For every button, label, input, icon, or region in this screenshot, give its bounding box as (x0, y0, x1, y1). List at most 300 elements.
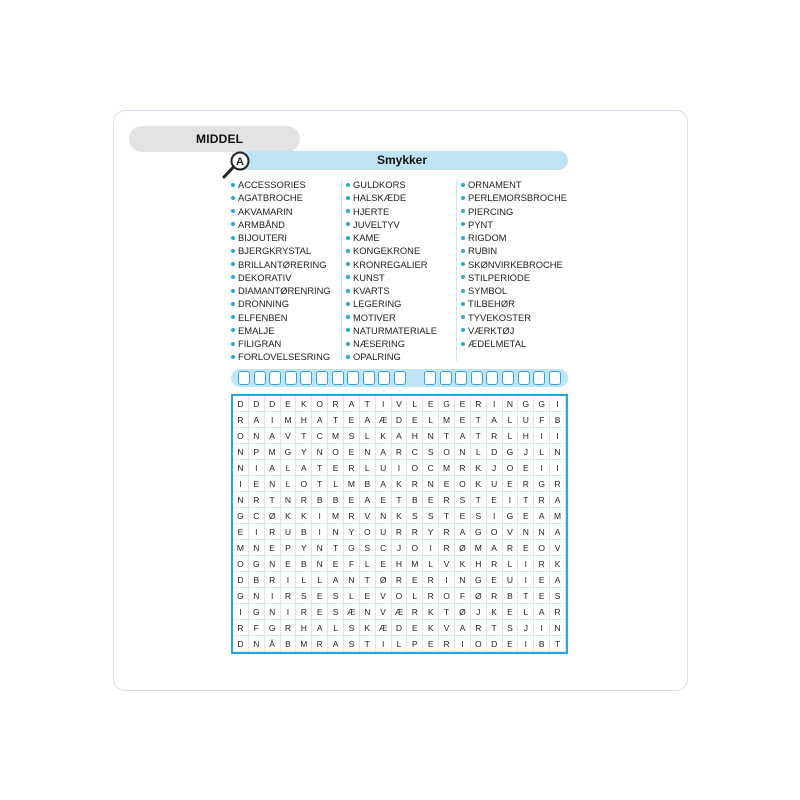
grid-cell[interactable]: N (281, 492, 297, 508)
grid-cell[interactable]: L (471, 444, 487, 460)
grid-cell[interactable]: I (249, 460, 265, 476)
grid-cell[interactable]: O (487, 524, 503, 540)
grid-cell[interactable]: A (312, 620, 328, 636)
answer-letter-box[interactable] (455, 371, 467, 385)
answer-letter-box[interactable] (254, 371, 266, 385)
grid-cell[interactable]: E (407, 412, 423, 428)
grid-cell[interactable]: P (407, 636, 423, 652)
grid-cell[interactable]: I (265, 412, 281, 428)
grid-cell[interactable]: R (328, 396, 344, 412)
grid-cell[interactable]: A (296, 460, 312, 476)
grid-cell[interactable]: H (471, 556, 487, 572)
grid-cell[interactable]: P (249, 444, 265, 460)
grid-cell[interactable]: I (534, 460, 550, 476)
grid-cell[interactable]: R (455, 460, 471, 476)
grid-cell[interactable]: T (518, 588, 534, 604)
grid-cell[interactable]: K (487, 604, 503, 620)
grid-cell[interactable]: Ø (455, 540, 471, 556)
grid-cell[interactable]: L (423, 556, 439, 572)
grid-cell[interactable]: E (376, 492, 392, 508)
grid-cell[interactable]: G (265, 620, 281, 636)
grid-cell[interactable]: E (518, 460, 534, 476)
grid-cell[interactable]: K (360, 620, 376, 636)
grid-cell[interactable]: Ø (455, 604, 471, 620)
grid-cell[interactable]: D (487, 636, 503, 652)
grid-cell[interactable]: S (423, 508, 439, 524)
answer-letter-box[interactable] (363, 371, 375, 385)
grid-cell[interactable]: E (360, 588, 376, 604)
grid-cell[interactable]: C (407, 444, 423, 460)
grid-cell[interactable]: L (360, 460, 376, 476)
grid-cell[interactable]: L (518, 604, 534, 620)
grid-cell[interactable]: E (439, 476, 455, 492)
grid-cell[interactable]: L (503, 412, 519, 428)
grid-cell[interactable]: R (439, 636, 455, 652)
grid-cell[interactable]: R (392, 444, 408, 460)
grid-cell[interactable]: I (518, 572, 534, 588)
grid-cell[interactable]: R (407, 476, 423, 492)
grid-cell[interactable]: G (439, 396, 455, 412)
grid-cell[interactable]: R (392, 524, 408, 540)
grid-cell[interactable]: C (376, 540, 392, 556)
grid-cell[interactable]: K (392, 476, 408, 492)
grid-cell[interactable]: I (312, 524, 328, 540)
grid-cell[interactable]: R (407, 604, 423, 620)
grid-cell[interactable]: D (233, 572, 249, 588)
answer-letter-box[interactable] (316, 371, 328, 385)
grid-cell[interactable]: L (503, 556, 519, 572)
grid-cell[interactable]: L (296, 572, 312, 588)
grid-cell[interactable]: M (439, 412, 455, 428)
grid-cell[interactable]: R (487, 588, 503, 604)
grid-cell[interactable]: S (423, 444, 439, 460)
grid-cell[interactable]: T (265, 492, 281, 508)
grid-cell[interactable]: A (249, 412, 265, 428)
grid-cell[interactable]: D (487, 444, 503, 460)
grid-cell[interactable]: O (392, 588, 408, 604)
grid-cell[interactable]: R (265, 572, 281, 588)
grid-cell[interactable]: L (534, 444, 550, 460)
grid-cell[interactable]: L (503, 428, 519, 444)
answer-letter-box[interactable] (471, 371, 483, 385)
grid-cell[interactable]: R (312, 636, 328, 652)
grid-cell[interactable]: K (471, 460, 487, 476)
grid-cell[interactable]: R (550, 476, 566, 492)
grid-cell[interactable]: A (455, 524, 471, 540)
grid-cell[interactable]: N (503, 396, 519, 412)
grid-cell[interactable]: A (344, 396, 360, 412)
grid-cell[interactable]: B (503, 588, 519, 604)
grid-cell[interactable]: T (439, 508, 455, 524)
grid-cell[interactable]: K (296, 396, 312, 412)
grid-cell[interactable]: T (471, 492, 487, 508)
grid-cell[interactable]: T (487, 620, 503, 636)
grid-cell[interactable]: T (328, 412, 344, 428)
grid-cell[interactable]: D (392, 620, 408, 636)
grid-cell[interactable]: N (312, 540, 328, 556)
grid-cell[interactable]: N (360, 444, 376, 460)
grid-cell[interactable]: R (344, 460, 360, 476)
grid-cell[interactable]: J (392, 540, 408, 556)
grid-cell[interactable]: I (265, 588, 281, 604)
grid-cell[interactable]: A (392, 428, 408, 444)
grid-cell[interactable]: G (503, 444, 519, 460)
grid-cell[interactable]: R (296, 492, 312, 508)
grid-cell[interactable]: S (296, 588, 312, 604)
grid-cell[interactable]: J (518, 620, 534, 636)
grid-cell[interactable]: M (233, 540, 249, 556)
grid-cell[interactable]: E (281, 556, 297, 572)
grid-cell[interactable]: M (550, 508, 566, 524)
grid-cell[interactable]: K (423, 620, 439, 636)
grid-cell[interactable]: T (392, 492, 408, 508)
grid-cell[interactable]: N (518, 524, 534, 540)
grid-cell[interactable]: O (439, 588, 455, 604)
grid-cell[interactable]: E (344, 492, 360, 508)
grid-cell[interactable]: I (518, 556, 534, 572)
grid-cell[interactable]: V (376, 588, 392, 604)
grid-cell[interactable]: R (296, 604, 312, 620)
grid-cell[interactable]: I (518, 636, 534, 652)
grid-cell[interactable]: R (249, 492, 265, 508)
grid-cell[interactable]: D (233, 636, 249, 652)
grid-cell[interactable]: Æ (376, 412, 392, 428)
grid-cell[interactable]: N (550, 620, 566, 636)
grid-cell[interactable]: E (344, 444, 360, 460)
grid-cell[interactable]: M (328, 428, 344, 444)
grid-cell[interactable]: N (265, 556, 281, 572)
grid-cell[interactable]: R (550, 604, 566, 620)
grid-cell[interactable]: G (534, 396, 550, 412)
grid-cell[interactable]: M (296, 636, 312, 652)
grid-cell[interactable]: V (503, 524, 519, 540)
grid-cell[interactable]: Ø (376, 572, 392, 588)
grid-cell[interactable]: N (423, 428, 439, 444)
grid-cell[interactable]: I (550, 460, 566, 476)
grid-cell[interactable]: G (281, 444, 297, 460)
grid-cell[interactable]: N (249, 636, 265, 652)
grid-cell[interactable]: Æ (376, 620, 392, 636)
grid-cell[interactable]: A (360, 412, 376, 428)
grid-cell[interactable]: T (360, 396, 376, 412)
grid-cell[interactable]: K (376, 428, 392, 444)
grid-cell[interactable]: V (376, 604, 392, 620)
grid-cell[interactable]: J (518, 444, 534, 460)
grid-cell[interactable]: M (265, 444, 281, 460)
grid-cell[interactable]: K (423, 604, 439, 620)
grid-cell[interactable]: I (550, 396, 566, 412)
grid-cell[interactable]: G (233, 588, 249, 604)
grid-cell[interactable]: M (471, 540, 487, 556)
grid-cell[interactable]: V (439, 556, 455, 572)
grid-cell[interactable]: U (376, 460, 392, 476)
grid-cell[interactable]: R (503, 540, 519, 556)
grid-cell[interactable]: A (534, 604, 550, 620)
grid-cell[interactable]: Y (296, 444, 312, 460)
grid-cell[interactable]: A (550, 524, 566, 540)
grid-cell[interactable]: G (249, 556, 265, 572)
grid-cell[interactable]: N (423, 476, 439, 492)
grid-cell[interactable]: Æ (392, 604, 408, 620)
grid-cell[interactable]: E (487, 492, 503, 508)
grid-cell[interactable]: N (455, 572, 471, 588)
grid-cell[interactable]: S (455, 492, 471, 508)
grid-cell[interactable]: E (455, 396, 471, 412)
grid-cell[interactable]: R (407, 524, 423, 540)
grid-cell[interactable]: S (550, 588, 566, 604)
grid-cell[interactable]: U (503, 572, 519, 588)
grid-cell[interactable]: A (265, 460, 281, 476)
grid-cell[interactable]: B (360, 476, 376, 492)
grid-cell[interactable]: B (312, 492, 328, 508)
grid-cell[interactable]: Y (423, 524, 439, 540)
grid-cell[interactable]: N (249, 588, 265, 604)
grid-cell[interactable]: S (344, 428, 360, 444)
grid-cell[interactable]: E (423, 636, 439, 652)
grid-cell[interactable]: N (550, 444, 566, 460)
grid-cell[interactable]: O (471, 636, 487, 652)
grid-cell[interactable]: R (344, 508, 360, 524)
grid-cell[interactable]: L (360, 428, 376, 444)
grid-cell[interactable]: R (439, 492, 455, 508)
grid-cell[interactable]: I (423, 540, 439, 556)
grid-cell[interactable]: T (471, 412, 487, 428)
grid-cell[interactable]: U (518, 412, 534, 428)
grid-cell[interactable]: O (503, 460, 519, 476)
grid-cell[interactable]: S (360, 540, 376, 556)
grid-cell[interactable]: L (423, 412, 439, 428)
grid-cell[interactable]: S (328, 588, 344, 604)
grid-cell[interactable]: E (265, 540, 281, 556)
grid-cell[interactable]: I (376, 636, 392, 652)
grid-cell[interactable]: K (281, 508, 297, 524)
grid-cell[interactable]: V (439, 620, 455, 636)
grid-cell[interactable]: E (376, 556, 392, 572)
grid-cell[interactable]: N (265, 476, 281, 492)
grid-cell[interactable]: L (392, 636, 408, 652)
grid-cell[interactable]: O (312, 396, 328, 412)
grid-cell[interactable]: H (407, 428, 423, 444)
grid-cell[interactable]: R (471, 396, 487, 412)
grid-cell[interactable]: A (487, 412, 503, 428)
grid-cell[interactable]: T (439, 428, 455, 444)
grid-cell[interactable]: R (265, 524, 281, 540)
grid-cell[interactable]: R (439, 540, 455, 556)
grid-cell[interactable]: R (233, 620, 249, 636)
grid-cell[interactable]: T (518, 492, 534, 508)
grid-cell[interactable]: A (376, 444, 392, 460)
grid-cell[interactable]: P (281, 540, 297, 556)
grid-cell[interactable]: E (423, 492, 439, 508)
grid-cell[interactable]: S (503, 620, 519, 636)
grid-cell[interactable]: R (518, 476, 534, 492)
grid-cell[interactable]: I (455, 636, 471, 652)
grid-cell[interactable]: G (249, 604, 265, 620)
grid-cell[interactable]: T (312, 460, 328, 476)
answer-letter-box[interactable] (300, 371, 312, 385)
grid-cell[interactable]: T (296, 428, 312, 444)
grid-cell[interactable]: L (328, 620, 344, 636)
grid-cell[interactable]: E (407, 620, 423, 636)
grid-cell[interactable]: D (249, 396, 265, 412)
grid-cell[interactable]: O (407, 540, 423, 556)
grid-cell[interactable]: A (550, 492, 566, 508)
grid-cell[interactable]: A (312, 412, 328, 428)
grid-cell[interactable]: R (281, 588, 297, 604)
grid-cell[interactable]: E (487, 572, 503, 588)
grid-cell[interactable]: R (439, 524, 455, 540)
grid-cell[interactable]: E (503, 636, 519, 652)
grid-cell[interactable]: R (423, 572, 439, 588)
grid-cell[interactable]: C (423, 460, 439, 476)
grid-cell[interactable]: I (376, 396, 392, 412)
grid-cell[interactable]: E (518, 508, 534, 524)
grid-cell[interactable]: S (344, 636, 360, 652)
grid-cell[interactable]: Ø (265, 508, 281, 524)
grid-cell[interactable]: O (360, 524, 376, 540)
grid-cell[interactable]: E (455, 412, 471, 428)
grid-cell[interactable]: U (487, 476, 503, 492)
grid-cell[interactable]: T (312, 476, 328, 492)
answer-letter-box[interactable] (238, 371, 250, 385)
grid-cell[interactable]: S (407, 508, 423, 524)
grid-cell[interactable]: A (455, 428, 471, 444)
grid-cell[interactable]: H (392, 556, 408, 572)
grid-cell[interactable]: E (249, 476, 265, 492)
grid-cell[interactable]: I (281, 572, 297, 588)
grid-cell[interactable]: E (281, 396, 297, 412)
grid-cell[interactable]: L (407, 588, 423, 604)
grid-cell[interactable]: N (328, 524, 344, 540)
grid-cell[interactable]: N (249, 428, 265, 444)
grid-cell[interactable]: I (534, 428, 550, 444)
answer-letter-box[interactable] (424, 371, 436, 385)
grid-cell[interactable]: O (439, 444, 455, 460)
answer-letter-box[interactable] (332, 371, 344, 385)
grid-cell[interactable]: C (249, 508, 265, 524)
grid-cell[interactable]: E (518, 540, 534, 556)
grid-cell[interactable]: Ø (471, 588, 487, 604)
grid-cell[interactable]: R (423, 588, 439, 604)
grid-cell[interactable]: R (487, 556, 503, 572)
grid-cell[interactable]: O (407, 460, 423, 476)
grid-cell[interactable]: R (534, 492, 550, 508)
grid-cell[interactable]: O (534, 540, 550, 556)
answer-letter-box[interactable] (285, 371, 297, 385)
grid-cell[interactable]: R (534, 556, 550, 572)
grid-cell[interactable]: G (471, 572, 487, 588)
grid-cell[interactable]: B (296, 556, 312, 572)
grid-cell[interactable]: M (439, 460, 455, 476)
grid-cell[interactable]: E (328, 460, 344, 476)
grid-cell[interactable]: M (281, 412, 297, 428)
grid-cell[interactable]: I (503, 492, 519, 508)
grid-cell[interactable]: R (471, 620, 487, 636)
grid-cell[interactable]: N (233, 460, 249, 476)
grid-cell[interactable]: N (233, 444, 249, 460)
grid-cell[interactable]: J (471, 604, 487, 620)
grid-cell[interactable]: E (312, 604, 328, 620)
grid-cell[interactable]: H (296, 412, 312, 428)
grid-cell[interactable]: M (328, 508, 344, 524)
grid-cell[interactable]: K (455, 556, 471, 572)
grid-cell[interactable]: A (376, 476, 392, 492)
grid-cell[interactable]: G (471, 524, 487, 540)
grid-cell[interactable]: L (407, 396, 423, 412)
grid-cell[interactable]: T (360, 636, 376, 652)
answer-letter-box[interactable] (518, 371, 530, 385)
grid-cell[interactable]: L (328, 476, 344, 492)
grid-cell[interactable]: K (550, 556, 566, 572)
answer-letter-box[interactable] (549, 371, 561, 385)
grid-cell[interactable]: K (296, 508, 312, 524)
answer-letter-box[interactable] (440, 371, 452, 385)
grid-cell[interactable]: F (249, 620, 265, 636)
grid-cell[interactable]: A (487, 540, 503, 556)
grid-cell[interactable]: D (265, 396, 281, 412)
grid-cell[interactable]: N (312, 444, 328, 460)
grid-cell[interactable]: F (455, 588, 471, 604)
grid-cell[interactable]: Æ (344, 604, 360, 620)
grid-cell[interactable]: F (344, 556, 360, 572)
grid-cell[interactable]: G (344, 540, 360, 556)
grid-cell[interactable]: I (534, 620, 550, 636)
answer-letter-box[interactable] (486, 371, 498, 385)
grid-cell[interactable]: G (503, 508, 519, 524)
grid-cell[interactable]: I (439, 572, 455, 588)
grid-cell[interactable]: S (328, 604, 344, 620)
grid-cell[interactable]: O (233, 556, 249, 572)
answer-letter-box[interactable] (378, 371, 390, 385)
grid-cell[interactable]: Y (296, 540, 312, 556)
grid-cell[interactable]: A (360, 492, 376, 508)
grid-cell[interactable]: G (233, 508, 249, 524)
grid-cell[interactable]: U (281, 524, 297, 540)
grid-cell[interactable]: E (503, 476, 519, 492)
answer-letter-box[interactable] (394, 371, 406, 385)
grid-cell[interactable]: E (423, 396, 439, 412)
grid-cell[interactable]: T (328, 540, 344, 556)
grid-cell[interactable]: N (344, 572, 360, 588)
grid-cell[interactable]: E (312, 588, 328, 604)
grid-cell[interactable]: J (487, 460, 503, 476)
grid-cell[interactable]: B (249, 572, 265, 588)
grid-cell[interactable]: T (471, 428, 487, 444)
grid-cell[interactable]: A (534, 508, 550, 524)
grid-cell[interactable]: D (233, 396, 249, 412)
grid-cell[interactable]: B (328, 492, 344, 508)
grid-cell[interactable]: O (233, 428, 249, 444)
grid-cell[interactable]: N (360, 604, 376, 620)
answer-letter-box[interactable] (347, 371, 359, 385)
grid-cell[interactable]: B (281, 636, 297, 652)
grid-cell[interactable]: Å (265, 636, 281, 652)
grid-cell[interactable]: I (487, 508, 503, 524)
grid-cell[interactable]: Y (344, 524, 360, 540)
grid-cell[interactable]: D (392, 412, 408, 428)
grid-cell[interactable]: G (518, 396, 534, 412)
answer-letter-box[interactable] (533, 371, 545, 385)
grid-cell[interactable]: E (344, 412, 360, 428)
grid-cell[interactable]: O (455, 476, 471, 492)
grid-cell[interactable]: V (392, 396, 408, 412)
grid-cell[interactable]: R (233, 412, 249, 428)
grid-cell[interactable]: G (534, 476, 550, 492)
grid-cell[interactable]: L (360, 556, 376, 572)
grid-cell[interactable]: E (455, 508, 471, 524)
grid-cell[interactable]: I (281, 604, 297, 620)
grid-cell[interactable]: B (296, 524, 312, 540)
